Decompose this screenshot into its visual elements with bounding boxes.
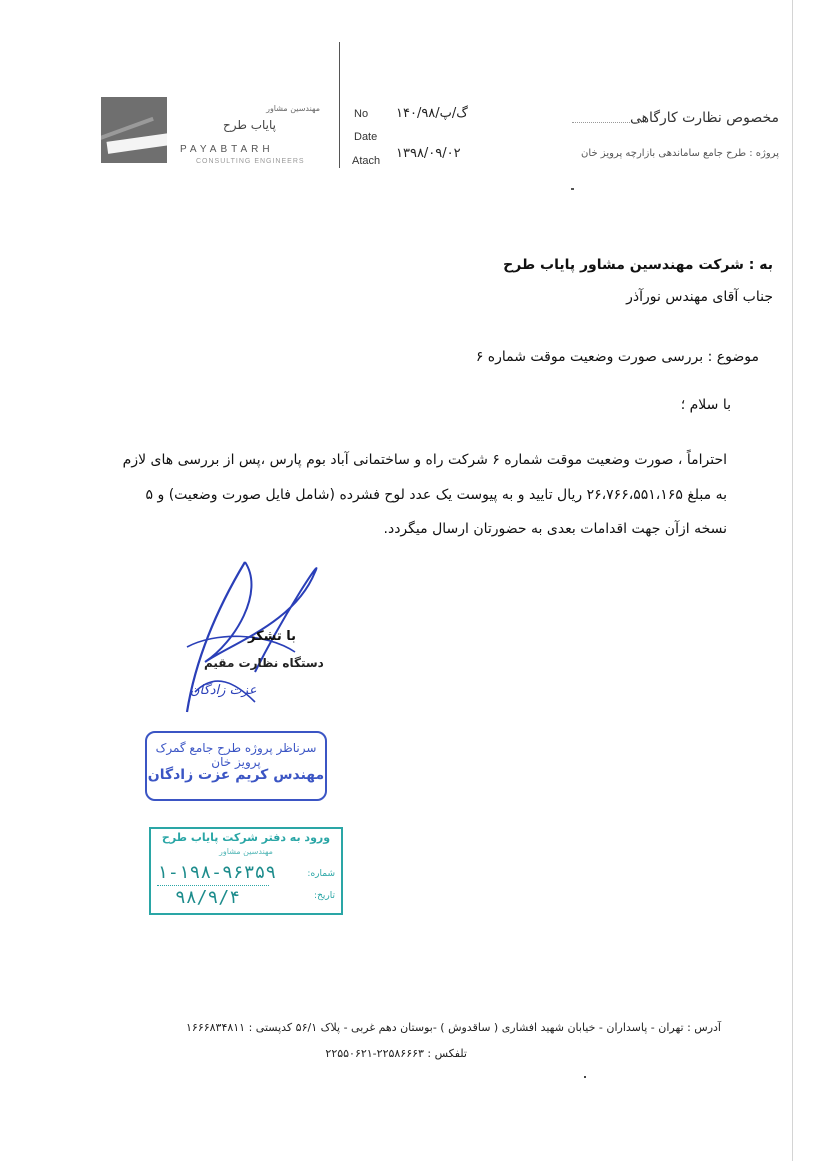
- supervisor-stamp: [145, 731, 327, 801]
- receipt-stamp-title: ورود به دفتر شرکت پایاب طرح: [161, 831, 331, 844]
- signer-department: دستگاه نظارت مقیم: [204, 656, 324, 670]
- footer-phone: تلفکس : ۲۲۵۸۶۶۶۳-۲۲۵۵۰۶۲۱: [325, 1047, 467, 1060]
- attention-line: جناب آقای مهندس نورآذر: [626, 289, 773, 305]
- receipt-number-value: ۱-۱۹۸-۹۶۳۵۹: [157, 862, 277, 883]
- letter-number-label: No: [354, 108, 369, 120]
- subject-line: موضوع : بررسی صورت وضعیت موقت شماره ۶: [475, 349, 759, 365]
- supervisor-stamp-title: سرناظر پروژه طرح جامع گمرک پرویز خان: [155, 741, 317, 769]
- classification-title: مخصوص نظارت کارگاهی: [630, 110, 779, 126]
- recipient-line: به : شرکت مهندسین مشاور پایاب طرح: [503, 257, 773, 273]
- receipt-number-label: شماره:: [307, 869, 335, 879]
- body-paragraph-line-3: نسخه ازآن جهت اقدامات بعدی به حضورتان ارسال میگردد.: [383, 521, 727, 537]
- receipt-date-label: تاریخ:: [314, 891, 335, 901]
- letter-date-value: ۱۳۹۸/۰۹/۰۲: [396, 146, 461, 161]
- footer-address: آدرس : تهران - پاسداران - خیابان شهید افشاری ( ساقدوش ) -بوستان دهم غربی - پلاک ۵۶/۱ کدپستی : ۱۶۶۶۸۳۴۸۱۱: [186, 1021, 721, 1034]
- closing-thanks: با تشکر: [248, 629, 297, 644]
- project-title: پروژه : طرح جامع ساماندهی بازارچه پرویز خان: [581, 148, 779, 159]
- body-paragraph-line-2: به مبلغ ۲۶،۷۶۶،۵۵۱،۱۶۵ ریال تایید و به پیوست یک عدد لوح فشرده (شامل فایل صورت وضعیت) و ۵: [145, 487, 727, 503]
- receipt-stamp-divider: [157, 885, 269, 886]
- header-divider: [339, 42, 340, 168]
- receipt-date-value: ۹۸/۹/۴: [175, 887, 241, 908]
- receipt-stamp-subtitle: مهندسین مشاور: [219, 847, 273, 856]
- scan-speck: [584, 1076, 586, 1078]
- logo-name-en: PAYABTARH: [180, 144, 274, 155]
- logo-name-fa: پایاب طرح: [222, 118, 276, 132]
- logo-subtitle-fa: مهندسین مشاور: [266, 104, 320, 113]
- scan-edge-line: [792, 0, 793, 1161]
- handwritten-name: عزت زادگان: [190, 683, 257, 698]
- letter-number-value: ۱۴۰/گ/پ/۹۸: [396, 106, 468, 121]
- letter-date-label: Date: [354, 131, 378, 143]
- supervisor-stamp-name: مهندس کریم عزت زادگان: [147, 767, 325, 783]
- receipt-stamp: [149, 827, 343, 915]
- greeting-line: با سلام ؛: [680, 397, 731, 413]
- company-logo-mark: [101, 97, 167, 163]
- classification-underline: [572, 122, 644, 123]
- letter-attach-label: Atach: [352, 155, 381, 167]
- body-paragraph-line-1: احتراماً ، صورت وضعیت موقت شماره ۶ شرکت راه و ساختمانی آباد بوم پارس ،پس از بررسی های لازم: [122, 452, 727, 468]
- scan-speck: [571, 188, 574, 190]
- logo-subtitle-en: CONSULTING ENGINEERS: [196, 158, 305, 165]
